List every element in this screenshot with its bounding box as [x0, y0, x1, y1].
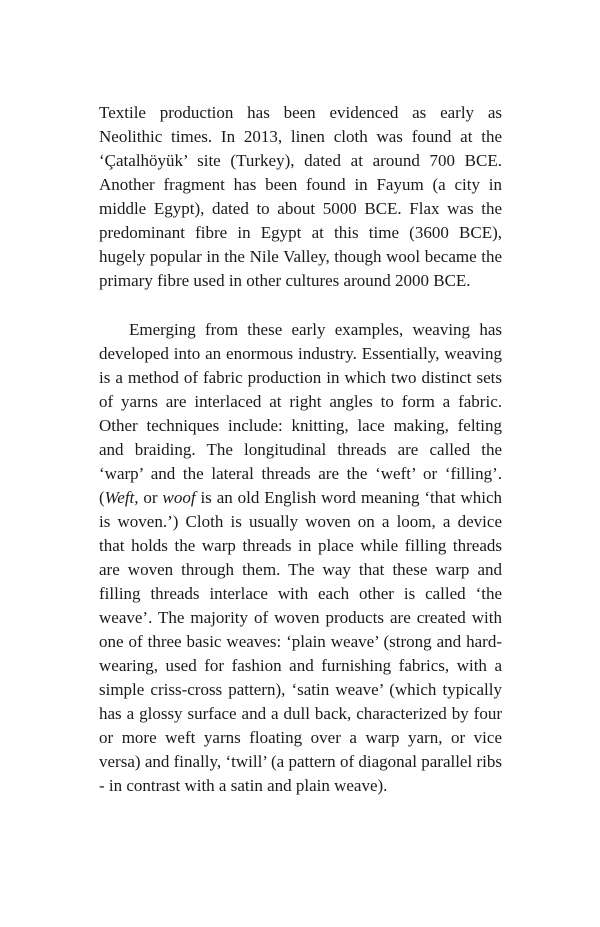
italic-term-woof: woof	[162, 488, 196, 507]
paragraph-text: or	[138, 488, 163, 507]
paragraph-textile-history	[99, 101, 502, 293]
paragraph-text: Textile production has been evidenced as early as Neolithic times. In 2013, linen cloth was found at the ‘Çatalhöyük’ site (Turkey), dated at around 700 BCE. Another fragment has been found in Fayum (a city in middle Egypt), dated to about 5000 BCE. Flax was the predominant fibre in Egypt at this time (3600 BCE), hugely popular in the Nile Valley, though wool became the primary fibre used in other cultures around 2000 BCE.	[99, 103, 502, 290]
italic-term-weft: Weft,	[104, 488, 139, 507]
paragraph-text: Emerging from these early examples, weaving has developed into an enormous industry. Essentially, weaving is a method of fabric production in which two distinct sets of yarns are interlaced at right angles to form a fabric. Other techniques include: knitting, lace making, felting and braiding. The longitudinal threads are called the ‘warp’ and the lateral threads are the ‘weft’ or ‘filling’. (	[99, 320, 502, 507]
paragraph-text: is an old English word meaning ‘that which is woven.’) Cloth is usually woven on a loom, a device that holds the warp threads in place while filling threads are woven through them. The way that these warp and filling threads interlace with each other is called ‘the weave’. The majority of woven products are created with one of three basic weaves: ‘plain weave’ (strong and hard-wearing, used for fashion and furnishing fabrics, with a simple criss-cross pattern), ‘satin weave’ (which typically has a glossy surface and a dull back, characterized by four or more weft yarns floating over a warp yarn, or vice versa) and finally, ‘twill’ (a pattern of diagonal parallel ribs - in contrast with a satin and plain weave).	[99, 488, 502, 795]
paragraph-weaving	[99, 318, 502, 798]
page-body	[99, 101, 502, 798]
